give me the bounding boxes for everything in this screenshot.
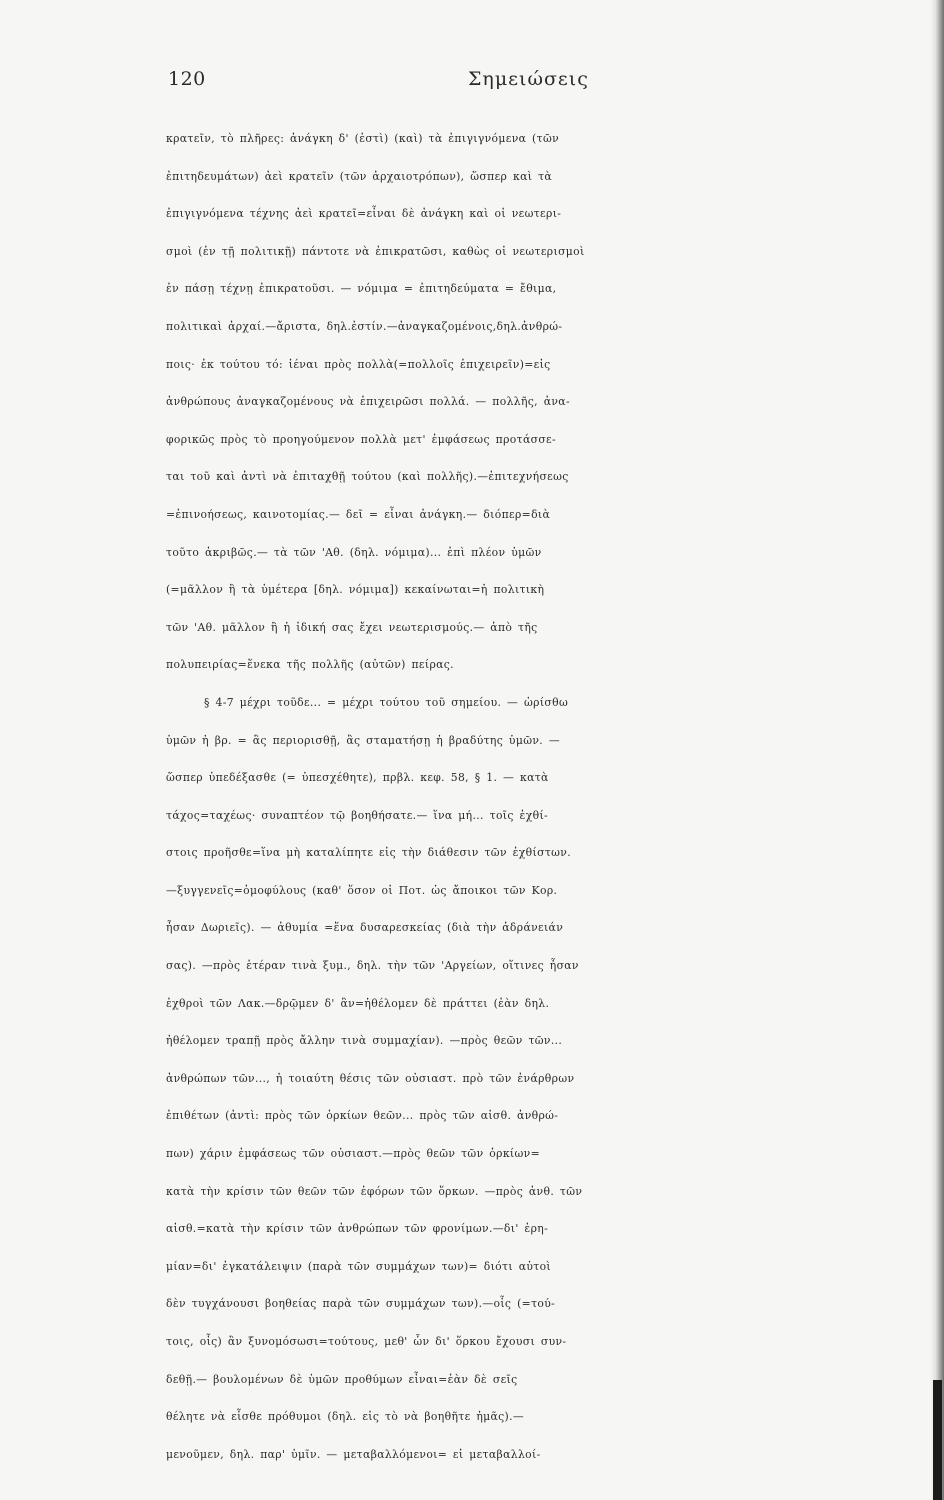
text-line: αἰσθ.=κατὰ τὴν κρίσιν τῶν ἀνθρώπων τῶν φρονίμων.—δι' ἐρη- xyxy=(166,1222,549,1236)
text-line: θέλητε νὰ εἶσθε πρόθυμοι (δηλ. εἰς τὸ νὰ βοηθῆτε ἡμᾶς).— xyxy=(166,1410,525,1424)
page-number: 120 xyxy=(168,68,206,90)
text-line: τῶν 'Αθ. μᾶλλον ἢ ἡ ἰδική σας ἔχει νεωτερισμούς.— ἀπὸ τῆς xyxy=(166,620,538,634)
text-line: στοις προῆσθε=ἵνα μὴ καταλίπητε εἰς τὴν διάθεσιν τῶν ἐχθίστων. xyxy=(166,846,572,860)
text-line: § 4-7 μέχρι τοῦδε... = μέχρι τούτου τοῦ σημείου. — ὡρίσθω xyxy=(204,695,569,709)
text-line: πολυπειρίας=ἕνεκα τῆς πολλῆς (αὐτῶν) πείρας. xyxy=(166,658,454,672)
text-line: πων) χάριν ἐμφάσεως τῶν οὐσιαστ.—πρὸς θεῶν τῶν ὁρκίων= xyxy=(166,1147,540,1161)
text-line: (=μᾶλλον ἢ τὰ ὑμέτερα [δηλ. νόμιμα]) κεκαίνωται=ἡ πολιτικὴ xyxy=(166,583,545,597)
text-line: ποις· ἐκ τούτου τό: ἰέναι πρὸς πολλὰ(=πολλοῖς ἐπιχειρεῖν)=εἰς xyxy=(166,357,551,371)
text-line: ἐν πάσῃ τέχνῃ ἐπικρατοῦσι. — νόμιμα = ἐπιτηδεύματα = ἔθιμα, xyxy=(166,282,557,296)
text-line: δὲν τυγχάνουσι βοηθείας παρὰ τῶν συμμάχων των).—οἷς (=τού- xyxy=(166,1297,556,1311)
text-line: ἀνθρώπους ἀναγκαζομένους νὰ ἐπιχειρῶσι πολλά. — πολλῆς, ἀνα- xyxy=(166,395,570,409)
text-line: ἐχθροὶ τῶν Λακ.—δρῷμεν δ' ἂν=ἠθέλομεν δὲ πράττει (ἐὰν δηλ. xyxy=(166,996,550,1010)
text-line: ἐπιτηδευμάτων) ἀεὶ κρατεῖν (τῶν ἀρχαιοτρόπων), ὥσπερ καὶ τὰ xyxy=(166,169,553,183)
body-text xyxy=(166,120,906,1473)
binding-shadow-mark xyxy=(933,1380,942,1500)
running-title: Σημειώσεις xyxy=(468,68,589,90)
text-line: σμοὶ (ἐν τῇ πολιτικῇ) πάντοτε νὰ ἐπικρατῶσι, καθὼς οἱ νεωτερισμοὶ xyxy=(166,244,585,258)
text-line: τοῦτο ἀκριβῶς.— τὰ τῶν 'Αθ. (δηλ. νόμιμα)... ἐπὶ πλέον ὑμῶν xyxy=(166,545,542,559)
text-line: ται τοῦ καὶ ἀντὶ νὰ ἐπιταχθῇ τούτου (καὶ πολλῆς).—ἐπιτεχνήσεως xyxy=(166,470,569,484)
text-line: μενοῦμεν, δηλ. παρ' ὑμῖν. — μεταβαλλόμενοι= εἰ μεταβαλλοί- xyxy=(166,1447,541,1461)
text-line: ἠθέλομεν τραπῇ πρὸς ἄλλην τινὰ συμμαχίαν). —πρὸς θεῶν τῶν... xyxy=(166,1034,563,1048)
text-line: σας). —πρὸς ἑτέραν τινὰ ξυμ., δηλ. τὴν τῶν 'Αργείων, οἵτινες ἦσαν xyxy=(166,959,579,973)
page-header xyxy=(168,64,788,98)
text-line: κρατεῖν, τὸ πλῆρες: ἀνάγκη δ' (ἐστὶ) (καὶ) τὰ ἐπιγιγνόμενα (τῶν xyxy=(166,132,560,145)
text-line: ἐπιθέτων (ἀντὶ: πρὸς τῶν ὁρκίων θεῶν... πρὸς τῶν αἰσθ. ἀνθρώ- xyxy=(166,1109,559,1123)
text-line: ὥσπερ ὑπεδέξασθε (= ὑπεσχέθητε), πρβλ. κεφ. 58, § 1. — κατὰ xyxy=(166,771,549,785)
text-line: πολιτικαὶ ἀρχαί.—ἄριστα, δηλ.ἐστίν.—ἀναγκαζομένοις,δηλ.ἀνθρώ- xyxy=(166,319,563,333)
text-line: τοις, οἷς) ἂν ξυνομόσωσι=τούτους, μεθ' ὧν δι' ὅρκου ἔχουσι συν- xyxy=(166,1335,567,1348)
text-line: ὑμῶν ἡ βρ. = ἂς περιορισθῇ, ἂς σταματήσῃ ἡ βραδύτης ὑμῶν. — xyxy=(166,733,560,747)
text-line: τάχος=ταχέως· συναπτέον τῷ βοηθήσατε.— ἵνα μή... τοῖς ἐχθί- xyxy=(166,808,549,822)
page-binding-edge xyxy=(930,0,944,1500)
text-line: κατὰ τὴν κρίσιν τῶν θεῶν τῶν ἐφόρων τῶν ὅρκων. —πρὸς ἀνθ. τῶν xyxy=(166,1184,583,1198)
text-line: =ἐπινοήσεως, καινοτομίας.— δεῖ = εἶναι ἀνάγκη.— διόπερ=διὰ xyxy=(166,507,551,521)
text-line: ἦσαν Δωριεῖς). — ἀθυμία =ἕνα δυσαρεσκείας (διὰ τὴν ἀδράνειάν xyxy=(166,921,564,935)
text-line: —ξυγγενεῖς=ὁμοφύλους (καθ' ὅσον οἱ Ποτ. ὡς ἄποικοι τῶν Κορ. xyxy=(166,883,558,897)
text-line: ἐπιγιγνόμενα τέχνης ἀεὶ κρατεῖ=εἶναι δὲ ἀνάγκη καὶ οἱ νεωτερι- xyxy=(166,207,562,221)
text-line: μίαν=δι' ἐγκατάλειψιν (παρὰ τῶν συμμάχων των)= διότι αὐτοὶ xyxy=(166,1259,552,1273)
text-line: δεθῇ.— βουλομένων δὲ ὑμῶν προθύμων εἶναι=ἐὰν δὲ σεῖς xyxy=(166,1372,518,1386)
text-line: ἀνθρώπων τῶν..., ἡ τοιαύτη θέσις τῶν οὐσιαστ. πρὸ τῶν ἐνάρθρων xyxy=(166,1071,575,1085)
text-line: φορικῶς πρὸς τὸ προηγούμενον πολλὰ μετ' ἐμφάσεως προτάσσε- xyxy=(166,432,556,446)
